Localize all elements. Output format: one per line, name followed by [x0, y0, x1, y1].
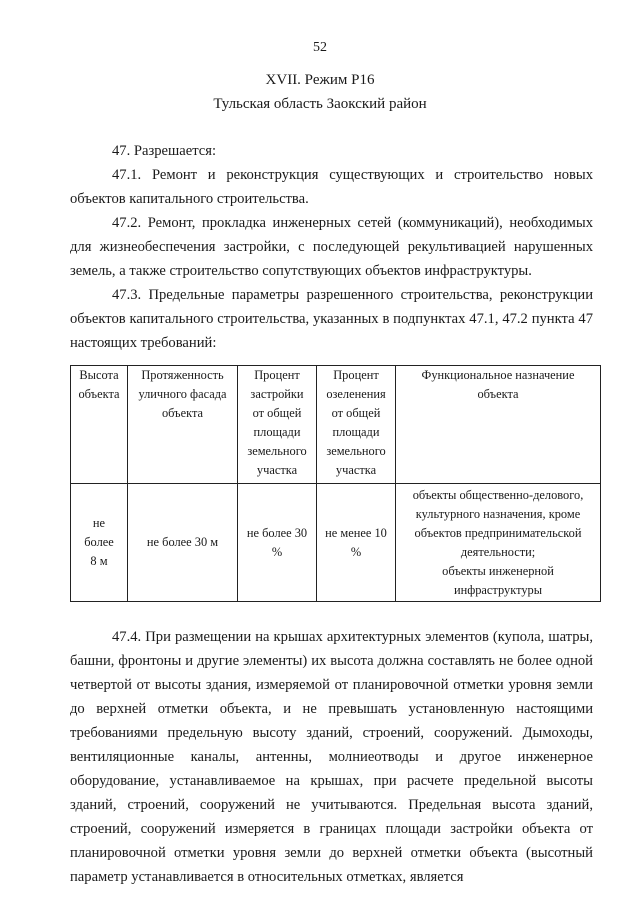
paragraph-47-4-text: 47.4. При размещении на крышах архитектурных элементов (купола, шатры, башни, фронтоны и другие элементы) их высота должна составлять не более одной четвертой от высоты здания, измеряемой от планировочной отметки уровня земли до верхней отметки объекта, и не превышать установленную настоящими требованиями предельную высоту зданий, строений, сооружений. Дымоходы, вентиляционные каналы, антенны, молниеотводы и другое инженерное оборудование, устанавливаемое на крышах, при расчете предельной высоты зданий, строений, сооружений не учитываются. Предельная высота зданий, строений, сооружений измеряется в границах площади застройки объекта от планировочной отметки уровня земли до верхней отметки объекта (высотный параметр устанавливается в относительных отметках, является: [70, 629, 593, 885]
section-subtitle: Тульская область Заокский район: [213, 96, 427, 112]
header-line: уличного фасада: [138, 387, 227, 401]
cell-line: инфраструктуры: [453, 582, 543, 597]
header-line: Функциональное назначение: [421, 368, 575, 382]
header-line: озеленения: [326, 387, 386, 401]
header-line: земельного: [326, 444, 386, 458]
cell-line: объекты инженерной: [442, 563, 554, 578]
header-line: застройки: [250, 387, 304, 401]
table-header-row: [71, 366, 601, 484]
paragraph-47-text: 47. Разрешается:: [112, 143, 217, 159]
cell-height: [71, 484, 128, 602]
cell-line: объектов предпринимательской: [414, 525, 582, 540]
page-number: 52: [313, 40, 327, 55]
header-line: Процент: [254, 368, 300, 382]
cell-line: не менее 10: [325, 525, 387, 540]
cell-function: [396, 484, 601, 602]
header-line: объекта: [477, 387, 519, 401]
header-greening-percent: [317, 366, 396, 484]
header-function: [396, 366, 601, 484]
paragraph-47-1: [70, 163, 593, 211]
paragraph-47-4: [70, 625, 593, 889]
cell-building-percent: [238, 484, 317, 602]
cell-line: объекты общественно-делового,: [412, 487, 584, 502]
cell-greening-percent: [317, 484, 396, 602]
header-line: от общей: [331, 406, 381, 420]
header-line: площади: [332, 425, 380, 439]
cell-facade-length: [128, 484, 238, 602]
paragraph-47-2: [70, 211, 593, 283]
paragraph-47-3-text: 47.3. Предельные параметры разрешенного строительства, реконструкции объектов капитального строительства, указанных в подпунктах 47.1, 47.2 пункта 47 настоящих требований:: [70, 287, 593, 351]
header-line: земельного: [247, 444, 307, 458]
header-line: объекта: [78, 387, 120, 401]
header-line: Процент: [333, 368, 379, 382]
paragraph-47: [70, 139, 593, 163]
header-height: [71, 366, 128, 484]
paragraph-47-1-text: 47.1. Ремонт и реконструкция существующих и строительство новых объектов капитального строительства.: [70, 167, 593, 207]
cell-line: %: [271, 544, 283, 559]
header-line: участка: [256, 463, 298, 477]
header-line: площади: [253, 425, 301, 439]
paragraph-47-2-text: 47.2. Ремонт, прокладка инженерных сетей (коммуникаций), необходимых для жизнеобеспечения застройки, с последующей рекультивацией нарушенных земель, а также строительство сопутствующих объектов инфраструктуры.: [70, 215, 593, 279]
header-line: Протяженность: [141, 368, 224, 382]
header-line: участка: [335, 463, 377, 477]
cell-line: не более 30: [246, 525, 308, 540]
header-line: объекта: [161, 406, 204, 420]
cell-line: более: [84, 535, 114, 549]
header-line: от общей: [252, 406, 302, 420]
cell-line: не более 30 м: [146, 535, 219, 549]
header-facade-length: [128, 366, 238, 484]
cell-line: 8 м: [90, 554, 108, 568]
header-line: Высота: [79, 368, 119, 382]
paragraph-47-3: [70, 283, 593, 355]
cell-line: культурного назначения, кроме: [415, 506, 581, 521]
parameters-table: [70, 365, 601, 602]
cell-line: не: [92, 516, 106, 530]
table-row: [71, 484, 601, 602]
section-title: XVII. Режим Р16: [265, 72, 375, 88]
cell-line: деятельности;: [460, 544, 536, 559]
cell-line: %: [350, 544, 362, 559]
header-building-percent: [238, 366, 317, 484]
